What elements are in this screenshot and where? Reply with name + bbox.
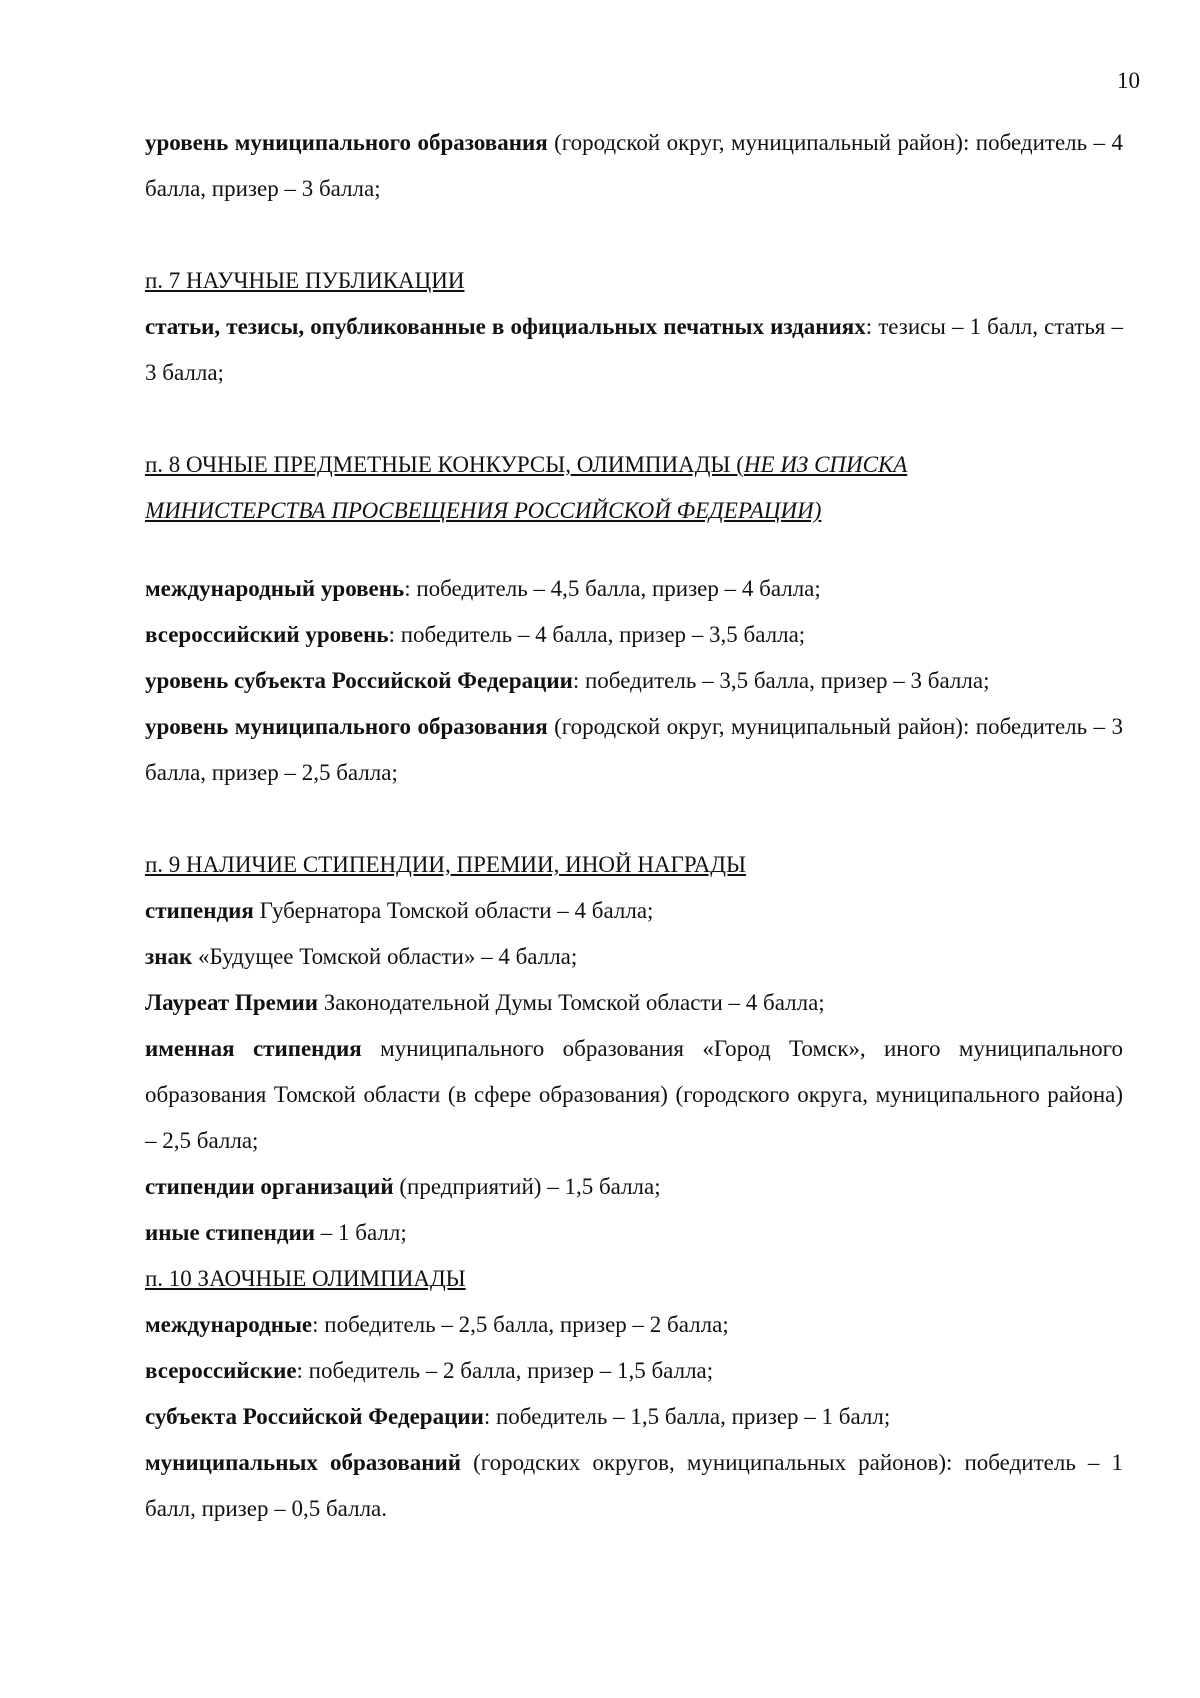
list-item: международный уровень: победитель – 4,5 балла, призер – 4 балла;: [145, 576, 821, 601]
list-item: Лауреат Премии Законодательной Думы Томской области – 4 балла;: [145, 990, 825, 1015]
list-item: муниципальных образований (городских округов, муниципальных районов): победитель – 1 балл, призер – 0,5 балла.: [145, 1450, 1123, 1521]
list-item: стипендии организаций (предприятий) – 1,5 балла;: [145, 1174, 661, 1199]
list-item: субъекта Российской Федерации: победитель – 1,5 балла, призер – 1 балл;: [145, 1404, 891, 1429]
list-item: всероссийский уровень: победитель – 4 балла, призер – 3,5 балла;: [145, 622, 806, 647]
section-9-heading: п. 9 НАЛИЧИЕ СТИПЕНДИИ, ПРЕМИИ, ИНОЙ НАГРАДЫ: [145, 852, 747, 877]
list-item: уровень субъекта Российской Федерации: победитель – 3,5 балла, призер – 3 балла;: [145, 668, 990, 693]
section-8-heading: п. 8 ОЧНЫЕ ПРЕДМЕТНЫЕ КОНКУРСЫ, ОЛИМПИАДЫ (НЕ ИЗ СПИСКА: [145, 452, 908, 477]
section-8-heading-line2: МИНИСТЕРСТВА ПРОСВЕЩЕНИЯ РОССИЙСКОЙ ФЕДЕРАЦИИ): [145, 498, 822, 523]
section-10-heading: п. 10 ЗАОЧНЫЕ ОЛИМПИАДЫ: [145, 1266, 466, 1291]
list-item: именная стипендия муниципального образования «Город Томск», иного муниципального образования Томской области (в сфере образования) (городского округа, муниципального района) – 2,5 балла;: [145, 1036, 1124, 1153]
document-body: [145, 120, 1123, 1532]
list-item: международные: победитель – 2,5 балла, призер – 2 балла;: [145, 1312, 729, 1337]
list-item: всероссийские: победитель – 2 балла, призер – 1,5 балла;: [145, 1358, 714, 1383]
list-item: уровень муниципального образования (городской округ, муниципальный район): победитель – 3 балла, призер – 2,5 балла;: [145, 714, 1123, 785]
list-item: стипендия Губернатора Томской области – 4 балла;: [145, 898, 654, 923]
section-7-heading: п. 7 НАУЧНЫЕ ПУБЛИКАЦИИ: [145, 268, 465, 293]
paragraph-municipal-level: уровень муниципального образования (городской округ, муниципальный район): победитель – 4 балла, призер – 3 балла;: [145, 130, 1123, 201]
list-item: знак «Будущее Томской области» – 4 балла;: [145, 944, 578, 969]
paragraph-publications: статьи, тезисы, опубликованные в официальных печатных изданиях: тезисы – 1 балл, статья – 3 балла;: [145, 314, 1123, 385]
page-number: 10: [1117, 68, 1140, 93]
list-item: иные стипендии – 1 балл;: [145, 1220, 407, 1245]
